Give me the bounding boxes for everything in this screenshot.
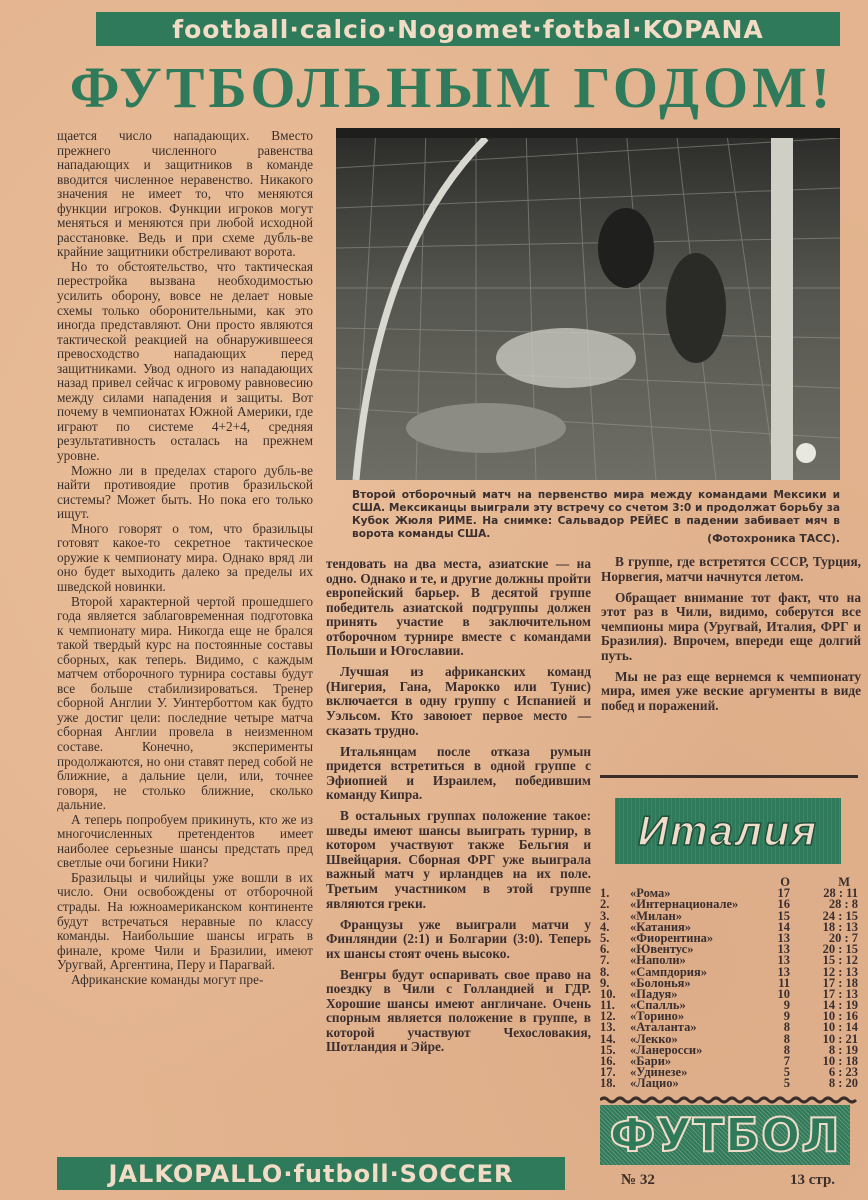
paragraph: В остальных группах положение такое: шведы имеют шансы выиграть турнир, в котором участвуют также Бельгия и Швейцария. Сборная ФРГ уже выиграла важный матч у ирландцев на их поле. Третьим участником в этой группе являются греки. — [326, 808, 591, 911]
header-goals: М — [838, 875, 850, 889]
table-body — [600, 888, 858, 1089]
paragraph: Можно ли в пределах старого дубль-ве найти противоядие против бразильской системы? Может быть. Но пока его только ищут. — [57, 462, 313, 522]
team-name: «Аталанта» — [630, 1020, 697, 1035]
goal-photo-image — [336, 128, 840, 480]
points: 5 — [783, 1076, 790, 1091]
photo-credit: (Фотохроника ТАСС). — [707, 532, 840, 545]
points: 14 — [777, 919, 790, 934]
header-points: О — [780, 875, 790, 889]
goals: 28 : 11 — [823, 886, 858, 901]
points: 13 — [777, 942, 790, 957]
points: 8 — [783, 1042, 790, 1057]
position: 18. — [600, 1076, 616, 1091]
paragraph: Мы не раз еще вернемся к чемпионату мира, имея уже веские аргументы в виде побед и поражений. — [601, 668, 861, 713]
points: 7 — [783, 1054, 790, 1068]
position: 2. — [600, 897, 610, 912]
position: 3. — [600, 908, 610, 923]
team-name: «Болонья» — [630, 975, 691, 990]
bottom-banner-text: JALKOPALLO·futboll·SOCCER — [108, 1159, 514, 1188]
team-name: «Бари» — [630, 1054, 672, 1068]
team-name: «Фиорентина» — [630, 930, 714, 945]
page-number: 13 стр. — [790, 1172, 836, 1188]
team-name: «Лекко» — [630, 1031, 678, 1046]
photo-caption: Второй отборочный матч на первенство мира между командами Мексики и США. Мексиканцы выиграли эту встречу со счетом 3:0 и продолжат борьбу за Кубок Жюля РИМЕ. На снимке: Сальвадор РЕЙЕС в падении забивает мяч в ворота команды США. — [352, 489, 840, 540]
team-name: «Удинезе» — [630, 1065, 688, 1080]
paragraph: А теперь попробуем прикинуть, кто же из многочисленных претендентов имеет наиболее серьезные шансы предстать пред светлые очи богини Ники? — [57, 811, 313, 871]
team-name: «Наполи» — [630, 953, 686, 968]
goals: 8 : 20 — [828, 1076, 858, 1091]
points: 16 — [777, 897, 790, 912]
goals: 28 : 8 — [828, 897, 858, 912]
position: 5. — [600, 930, 610, 945]
paragraph: Но то обстоятельство, что тактическая перестройка вызвана необходимостью усилить оборону, вовсе не делает новые схемы только оборонительными, как это иногда представляют. Они просто являются тактической реакцией на обнаружившееся превосходство нападающих перед защитниками. Увод одного из нападающих назад привел сейчас к игровому равновесию между силами нападения и защиты. Вот почему в чемпионатах Южной Америки, где играют по системе 4+2+4, средняя результативность осталась на прежнем уровне. — [57, 258, 313, 464]
team-name: «Спалль» — [630, 998, 686, 1013]
points: 13 — [777, 953, 790, 968]
points: 13 — [777, 930, 790, 945]
paragraph: тендовать на два места, азиатские — на одно. Однако и те, и другие должны пройти европейский барьер. В десятой группе победитель азиатской подгруппы должен принять участие в заключительном отборочном турнире вместе с командами Польши и Югославии. — [326, 556, 591, 659]
goals: 17 : 13 — [822, 986, 858, 1001]
logo-text: ФУТБОЛ — [609, 1108, 841, 1162]
paragraph: Бразильцы и чилийцы уже вошли в их число. Они освобождены от отборочной страды. На южноамериканском континенте будут встречаться неравные по классу команды. Наибольшие шансы играть в финале, кроме Чили и Бразилии, имеют Уругвай, Аргентина, Перу и Парагвай. — [57, 869, 313, 973]
position: 6. — [600, 942, 610, 957]
goals: 6 : 23 — [828, 1065, 858, 1080]
page-title: ФУТБОЛЬНЫМ ГОДОМ! — [69, 55, 835, 120]
futbol-magazine-logo — [600, 1105, 850, 1165]
points: 13 — [777, 964, 790, 979]
points: 8 — [783, 1020, 790, 1035]
goals: 10 : 21 — [822, 1031, 858, 1046]
section-divider — [600, 775, 858, 778]
goals: 10 : 18 — [822, 1054, 858, 1068]
table-row — [600, 1078, 858, 1089]
position: 15. — [600, 1042, 616, 1057]
goals: 8 : 19 — [828, 1042, 858, 1057]
paragraph: Обращает внимание тот факт, что на этот раз в Чили, видимо, соберутся все чемпионы мира (Уругвай, Италия, ФРГ и Бразилия). Впрочем, впереди еще долгий путь. — [601, 589, 861, 663]
team-name: «Ювентус» — [630, 942, 694, 957]
goals: 10 : 14 — [822, 1020, 858, 1035]
paragraph: Лучшая из африканских команд (Нигерия, Гана, Марокко или Тунис) включается в одну группу с Испанией и Уэльсом. Кто завоюет первое место — сказать трудно. — [326, 664, 591, 738]
article-right-column — [601, 555, 861, 720]
points: 5 — [783, 1065, 790, 1080]
goals: 20 : 15 — [822, 942, 858, 957]
goals: 17 : 18 — [822, 975, 858, 990]
wavy-divider — [600, 1096, 858, 1104]
position: 4. — [600, 919, 610, 934]
paragraph: Венгры будут оспаривать свое право на поездку в Чили с Голландией и ГДР. Хорошие шансы имеют англичане. Очень спорным является положение в группе, в которой участвуют Чехословакия, Шотландия и Эйре. — [326, 966, 591, 1055]
team-name: «Катания» — [630, 919, 692, 934]
position: 12. — [600, 1009, 616, 1024]
team-name: «Интернационале» — [630, 897, 739, 912]
goals: 18 : 13 — [822, 919, 858, 934]
goals: 24 : 15 — [822, 908, 858, 923]
points: 8 — [783, 1031, 790, 1046]
goals: 15 : 12 — [822, 953, 858, 968]
team-name: «Торино» — [630, 1009, 685, 1024]
team-name: «Ланеросси» — [630, 1042, 703, 1057]
goals: 10 : 16 — [822, 1009, 858, 1024]
position: 8. — [600, 964, 610, 979]
paragraph: щается число нападающих. Вместо прежнего численного равенства нападающих и защитников в команде вводится численное неравенство. Никакого значения не имеет то, что меняются функции игроков. Функции игроков могут меняться и меняются при любой исходной расстановке. Ведь и при схеме дубль-ве крайние защитники обстреливают ворота. — [57, 128, 313, 260]
position: 13. — [600, 1020, 616, 1035]
match-photo — [336, 128, 840, 480]
goals: 12 : 13 — [822, 964, 858, 979]
paragraph: Второй характерной чертой прошедшего года является заблаговременная подготовка к чемпионату мира. Никогда еще не брался такой твердый курс на постоянные составы сборных, как теперь. Видимо, с каждым матчем отборочного турнира составы будут все больше стабилизироваться. Тренер сборной Англии У. Уинтерботтом как будто уже достиг цели: последние четыре матча сборная Англии провела в неизменном составе. Конечно, эксперименты продолжаются, но они ставят перед собой не ближние, а дальние цели, или, точнее говоря, не столько ближние, сколько дальние. — [57, 593, 313, 813]
article-left-column — [57, 129, 313, 987]
paragraph: Французы уже выиграли матчи у Финляндии (2:1) и Болгарии (3:0). Теперь их шансы стоят очень высоко. — [326, 916, 591, 961]
paragraph: В группе, где встретятся СССР, Турция, Норвегия, матчи начнутся летом. — [601, 554, 861, 584]
bottom-banner — [57, 1157, 565, 1190]
points: 15 — [777, 908, 790, 923]
article-middle-column — [326, 557, 591, 1062]
paragraph: Много говорят о том, что бразильцы готовят какое-то секретное тактическое оружие к чемпионату мира. Однако вряд ли оно будет выходить далеко за пределы их шведской новинки. — [57, 520, 313, 594]
position: 16. — [600, 1054, 616, 1068]
top-banner — [96, 12, 840, 46]
team-name: «Лацио» — [630, 1076, 679, 1091]
team-name: «Сампдория» — [630, 964, 707, 979]
goals: 14 : 19 — [822, 998, 858, 1013]
position: 9. — [600, 975, 610, 990]
points: 17 — [777, 886, 790, 901]
top-banner-text: football·calcio·Nogomet·fotbal·KOPANA — [172, 14, 764, 44]
team-name: «Милан» — [630, 908, 682, 923]
position: 1. — [600, 886, 610, 901]
goals: 20 : 7 — [828, 930, 858, 945]
issue-number: № 32 — [621, 1172, 655, 1188]
points: 11 — [778, 975, 790, 990]
paragraph: Африканские команды могут пре- — [71, 971, 264, 987]
italy-standings-table — [600, 877, 858, 1090]
points: 10 — [777, 986, 790, 1001]
team-name: «Рома» — [630, 886, 671, 901]
position: 10. — [600, 986, 616, 1001]
position: 7. — [600, 953, 610, 968]
position: 17. — [600, 1065, 616, 1080]
italy-banner-title: Италия — [638, 807, 818, 854]
paragraph: Итальянцам после отказа румын придется встретиться в одной группе с Эфиопией и Израилем, победившим команду Кипра. — [326, 743, 591, 803]
points: 9 — [783, 998, 790, 1013]
italy-standings-banner — [615, 798, 841, 864]
points: 9 — [783, 1009, 790, 1024]
position: 14. — [600, 1031, 616, 1046]
position: 11. — [600, 998, 615, 1013]
team-name: «Падуя» — [630, 986, 678, 1001]
